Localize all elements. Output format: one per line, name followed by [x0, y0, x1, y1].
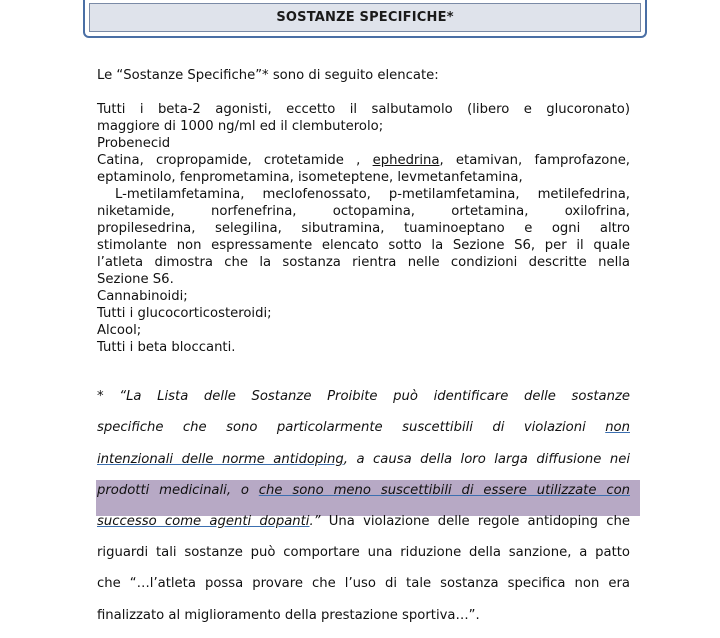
intro-text: Le “Sostanze Specifiche”* sono di seguito elencate: — [97, 68, 439, 83]
footnote-line3-underlined: intenzionali delle norme antidoping — [97, 451, 344, 467]
footnote-line2-text: specifiche che sono particolarmente suscettibili di violazioni — [97, 420, 606, 436]
page-title: SOSTANZE SPECIFICHE* — [276, 10, 454, 25]
list-item-probenecid: Probenecid — [97, 136, 171, 151]
list-item-stimulants-line6: stimolante non espressamente elencato sotto la Sezione S6, per il quale — [97, 238, 630, 253]
footnote-line5-text: Una violazione delle regole antidoping che — [320, 513, 630, 529]
footnote-line5-underlined: successo come agenti dopanti — [97, 513, 310, 529]
footnote-line8: finalizzato al miglioramento della prestazione sportiva…”. — [97, 607, 480, 623]
footnote-line3-text: , a causa della loro larga diffusione nei — [343, 451, 630, 467]
list-item-stimulants-line2: eptaminolo, fenprometamina, isometeptene, levmetanfetamina, — [97, 170, 523, 185]
list-item-stimulants-line8: Sezione S6. — [97, 272, 174, 287]
footnote-line7: che “…l’atleta possa provare che l’uso di tale sostanza specifica non era — [97, 576, 630, 592]
list-item-stimulants-line5: propilesedrina, selegilina, sibutramina, tuaminoeptano e ogni altro — [97, 221, 630, 236]
title-box — [83, 0, 647, 38]
list-item-beta2-line2: maggiore di 1000 ng/ml ed il clembuterolo; — [97, 119, 384, 134]
footnote-line2 — [97, 419, 630, 437]
footnote-line3 — [97, 451, 630, 469]
list-item-stimulants-line3: L-metilamfetamina, meclofenossato, p-metilamfetamina, metilefedrina, — [97, 187, 630, 202]
stimulants-text-a: Catina, cropropamide, crotetamide , — [97, 153, 373, 168]
list-item-cannabinoidi: Cannabinoidi; — [97, 289, 188, 304]
list-item-betabloccanti: Tutti i beta bloccanti. — [97, 340, 236, 355]
list-item-alcool: Alcool; — [97, 323, 142, 338]
ephedrina-word: ephedrina — [372, 153, 440, 168]
footnote-line1: * “La Lista delle Sostanze Proibite può identificare delle sostanze — [97, 389, 630, 405]
footnote-line2-underlined: non — [605, 420, 630, 436]
list-item-beta2-line1: Tutti i beta-2 agonisti, eccetto il salbutamolo (libero e glucoronato) — [97, 102, 630, 117]
footnote-line5 — [97, 513, 630, 531]
footnote-line5-quote: .” — [309, 513, 321, 529]
title-inner — [89, 3, 641, 32]
footnote — [97, 375, 630, 638]
footnote-line4-text: prodotti medicinali, o — [97, 482, 259, 498]
footnote-line6: riguardi tali sostanze può comportare una riduzione della sanzione, a patto — [97, 545, 630, 561]
stimulants-text-c: , etamivan, famprofazone, — [439, 153, 630, 168]
substance-list — [97, 67, 630, 356]
list-item-glucocorticosteroidi: Tutti i glucocorticosteroidi; — [97, 306, 272, 321]
list-item-stimulants-line1 — [97, 152, 630, 169]
list-item-stimulants-line7: l’atleta dimostra che la sostanza rientra nelle condizioni descritte nella — [97, 255, 630, 270]
footnote-line4 — [97, 482, 630, 500]
list-item-stimulants-line4: niketamide, norfenefrina, octopamina, ortetamina, oxilofrina, — [97, 204, 630, 219]
footnote-line4-underlined: che sono meno suscettibili di essere utilizzate con — [258, 482, 630, 498]
